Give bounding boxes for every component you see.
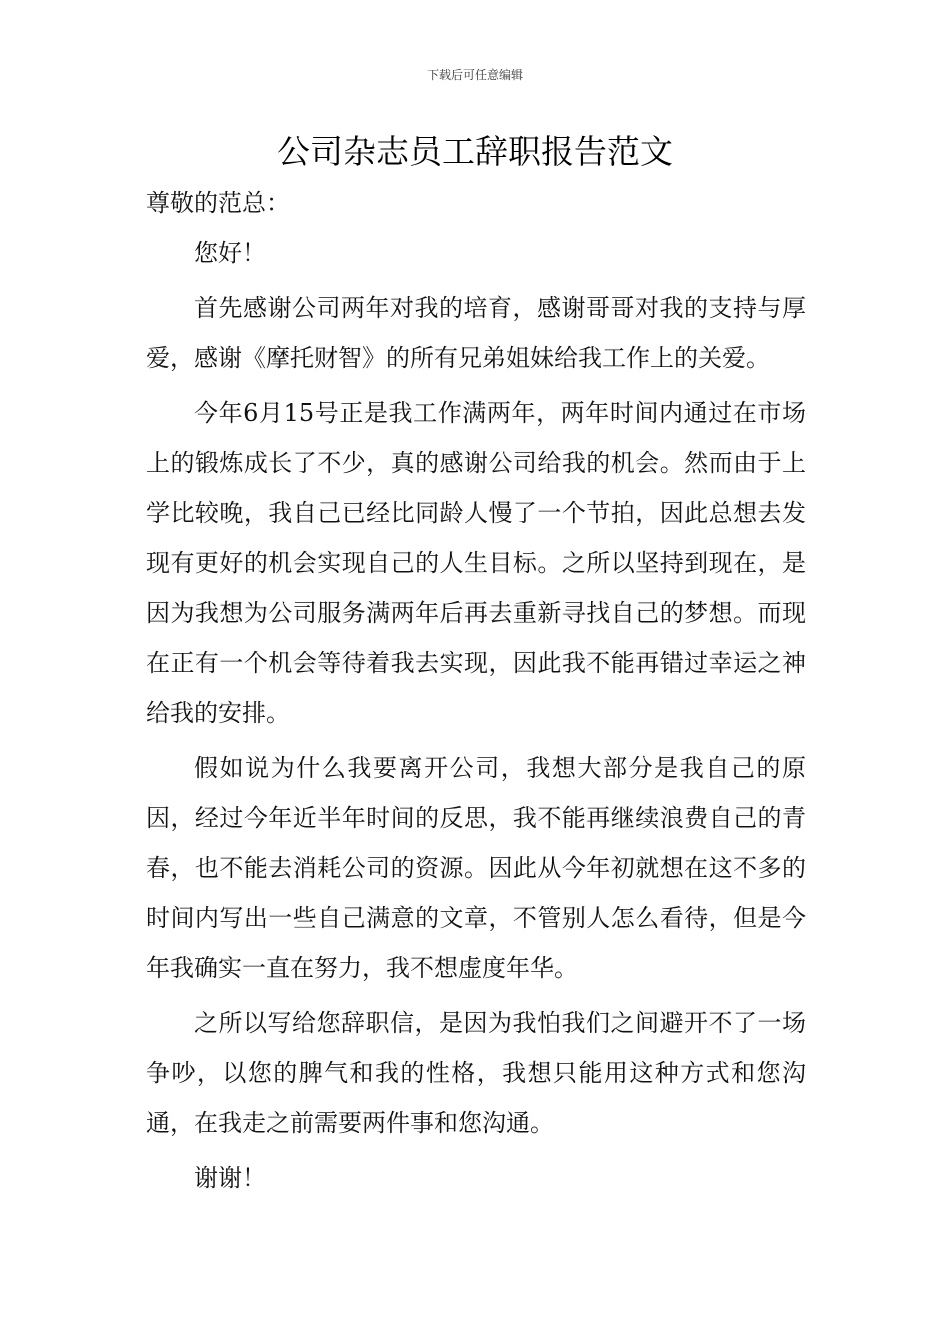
- salutation: 尊敬的范总：: [146, 189, 290, 217]
- paragraph-thanks: 首先感谢公司两年对我的培育，感谢哥哥对我的支持与厚爱，感谢《摩托财智》的所有兄弟姐妹给我工作上的关爱。: [146, 294, 806, 372]
- paragraph-reflection: 假如说为什么我要离开公司，我想大部分是我自己的原因，经过今年近半年时间的反思，我不能再继续浪费自己的青春，也不能去消耗公司的资源。因此从今年初就想在这不多的时间内写出一些自己满意的文章，不管别人怎么看待，但是今年我确实一直在努力，我不想虚度年华。: [146, 754, 806, 982]
- document-body: [146, 178, 806, 1203]
- download-editable-note: 下载后可任意编辑: [426, 68, 523, 82]
- document-title: 公司杂志员工辞职报告范文: [277, 132, 673, 171]
- greeting: 您好！: [194, 239, 266, 267]
- closing: 谢谢！: [194, 1164, 266, 1192]
- paragraph-letter-purpose: 之所以写给您辞职信，是因为我怕我们之间避开不了一场争吵，以您的脾气和我的性格，我想只能用这种方式和您沟通，在我走之前需要两件事和您沟通。: [146, 1009, 806, 1137]
- paragraph-reason: 今年6月15号正是我工作满两年，两年时间内通过在市场上的锻炼成长了不少，真的感谢公司给我的机会。然而由于上学比较晚，我自己已经比同龄人慢了一个节拍，因此总想去发现有更好的机会实现自己的人生目标。之所以坚持到现在，是因为我想为公司服务满两年后再去重新寻找自己的梦想。而现在正有一个机会等待着我去实现，因此我不能再错过幸运之神给我的安排。: [146, 399, 806, 727]
